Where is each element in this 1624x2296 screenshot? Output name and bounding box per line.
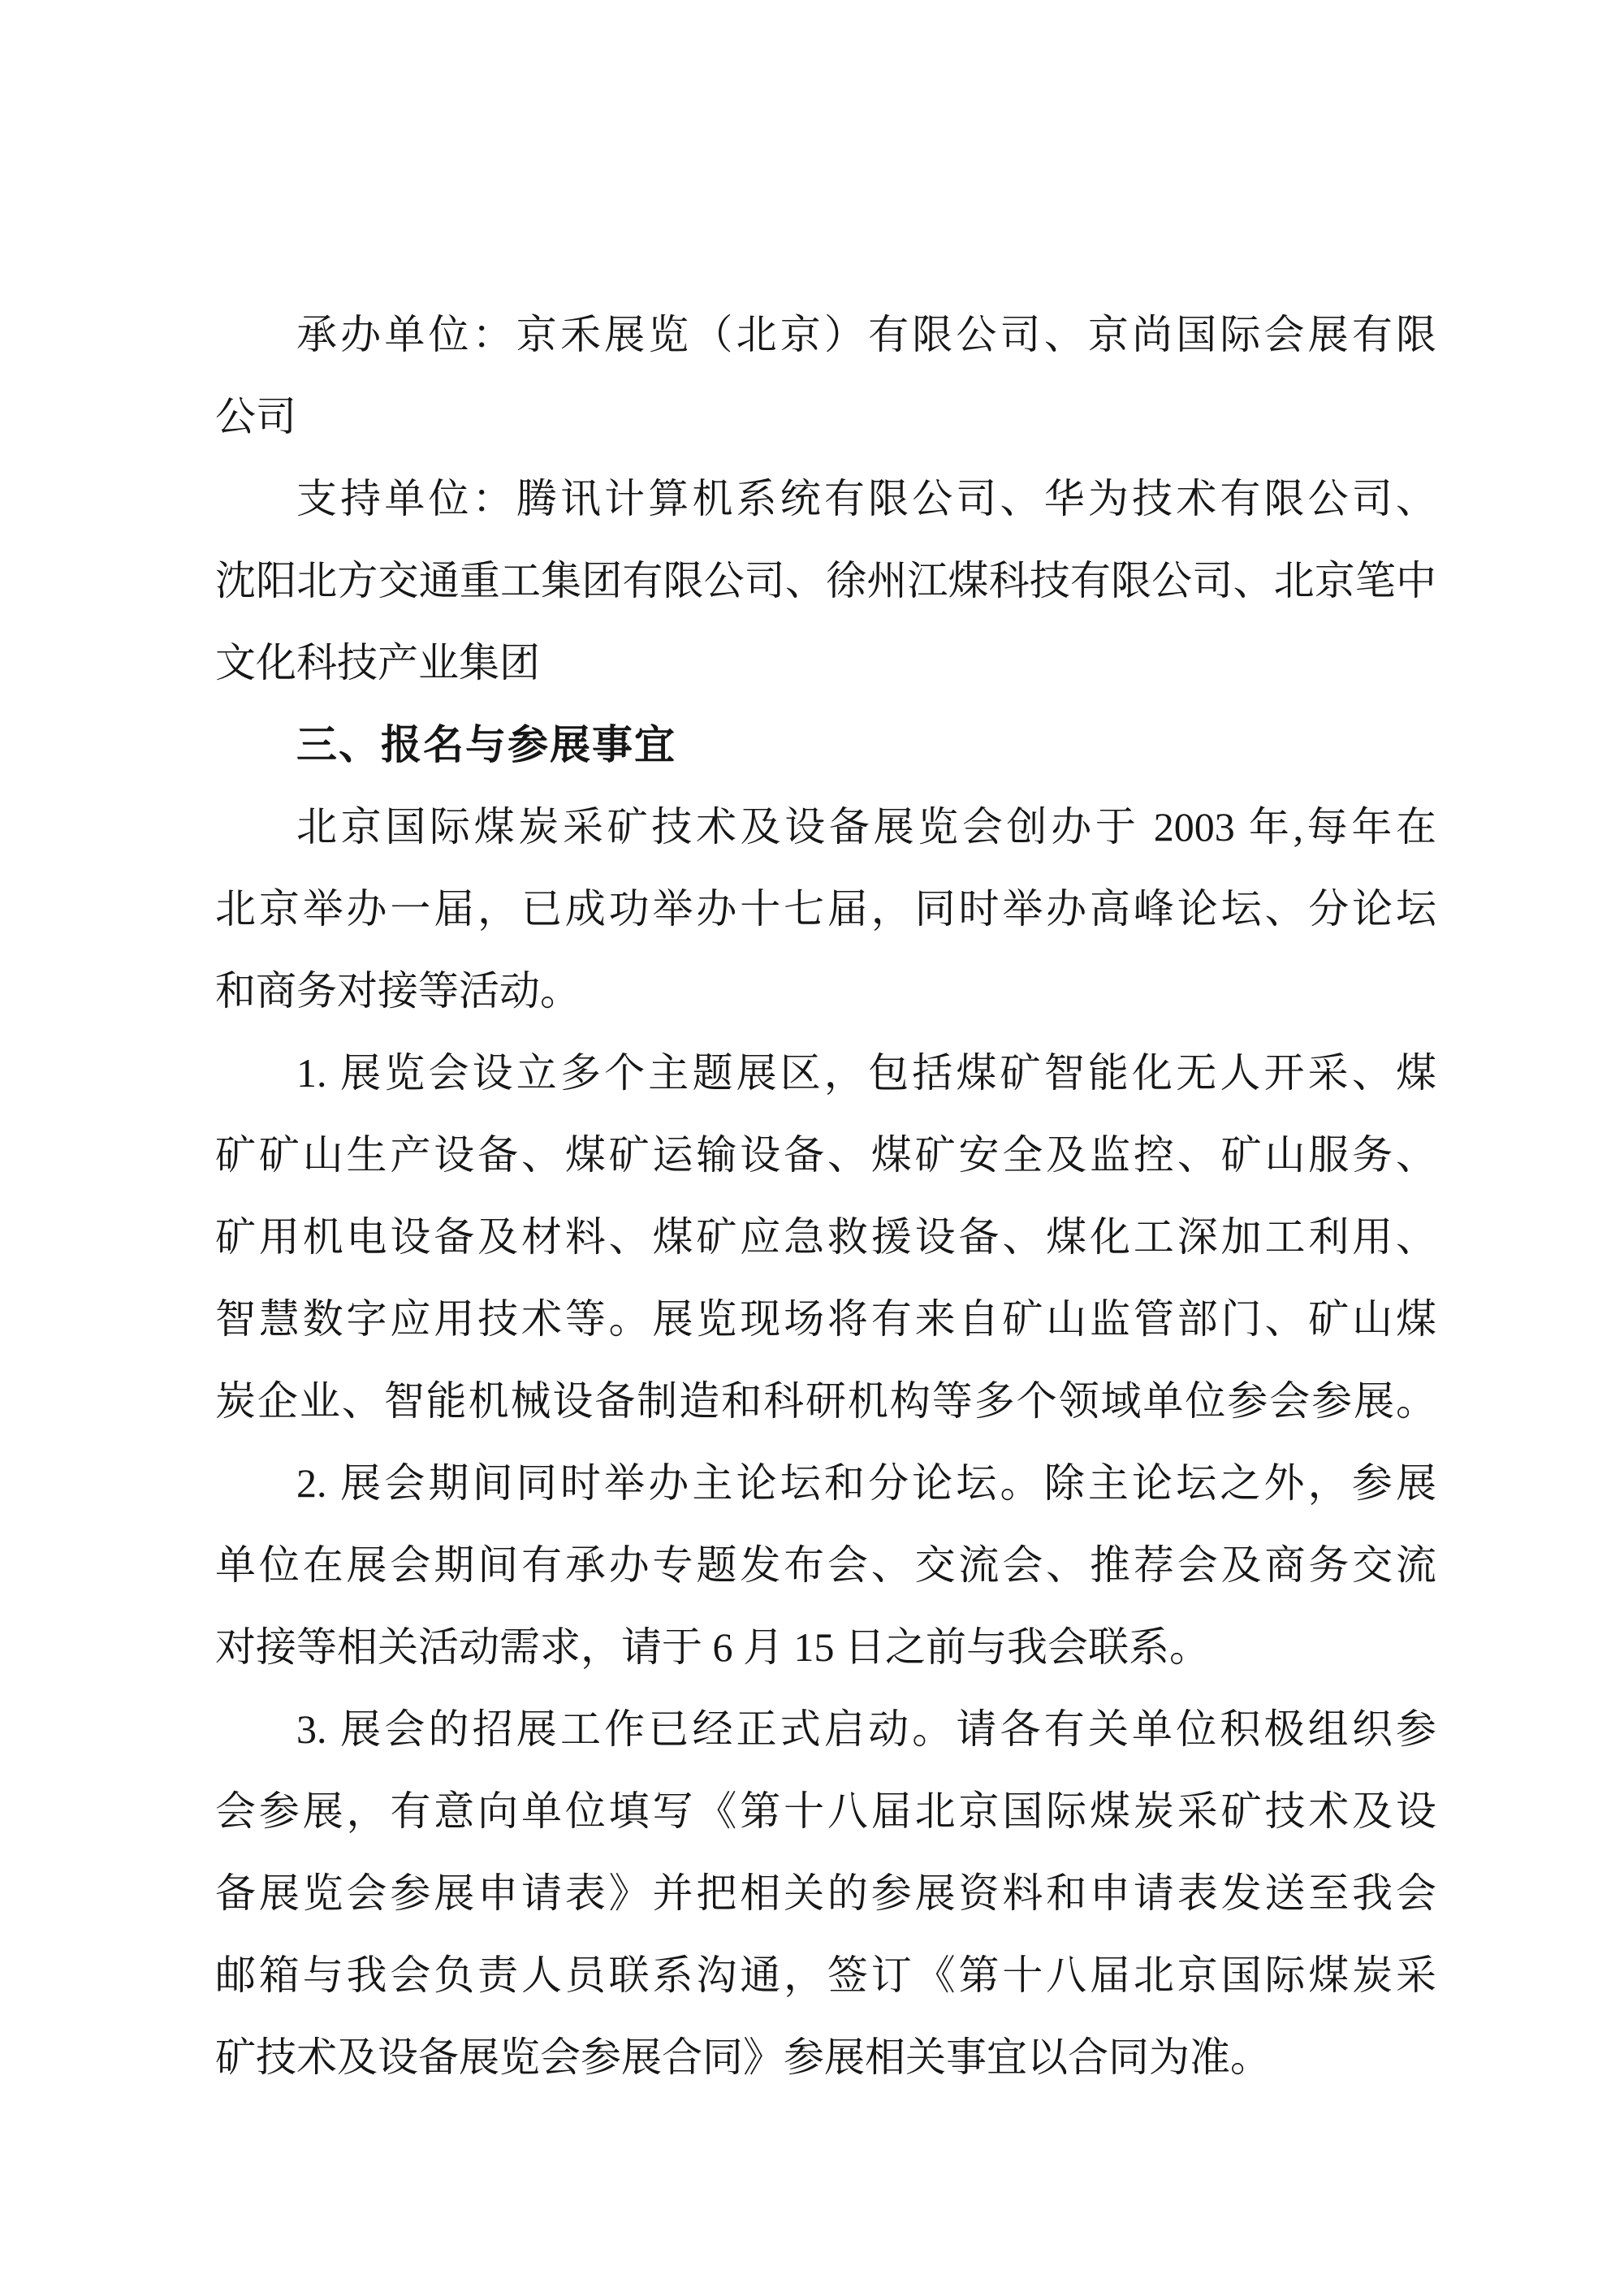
text-line: 智慧数字应用技术等。展览现场将有来自矿山监管部门、矿山煤 xyxy=(215,1296,1436,1342)
text-line: 会参展，有意向单位填写《第十八届北京国际煤炭采矿技术及设 xyxy=(215,1788,1436,1834)
text-line: 矿用机电设备及材料、煤矿应急救援设备、煤化工深加工利用、 xyxy=(215,1214,1436,1260)
text-line: 北京国际煤炭采矿技术及设备展览会创办于 2003 年,每年在 xyxy=(296,804,1436,850)
text-line: 和商务对接等活动。 xyxy=(215,968,581,1014)
text-line: 单位在展会期间有承办专题发布会、交流会、推荐会及商务交流 xyxy=(215,1542,1436,1588)
text-line: 沈阳北方交通重工集团有限公司、徐州江煤科技有限公司、北京笔中 xyxy=(215,558,1436,603)
text-line: 备展览会参展申请表》并把相关的参展资料和申请表发送至我会 xyxy=(215,1870,1436,1916)
text-line: 文化科技产业集团 xyxy=(215,640,540,685)
section-heading: 三、报名与参展事宜 xyxy=(296,722,676,767)
document-text-body xyxy=(215,294,1436,2099)
text-line: 邮箱与我会负责人员联系沟通，签订《第十八届北京国际煤炭采 xyxy=(215,1952,1436,1998)
text-line: 公司 xyxy=(215,394,296,439)
text-line: 北京举办一届，已成功举办十七届，同时举办高峰论坛、分论坛 xyxy=(215,886,1436,932)
text-line: 炭企业、智能机械设备制造和科研机构等多个领域单位参会参展。 xyxy=(215,1378,1436,1424)
text-line: 3. 展会的招展工作已经正式启动。请各有关单位积极组织参 xyxy=(296,1706,1436,1752)
text-line: 矿矿山生产设备、煤矿运输设备、煤矿安全及监控、矿山服务、 xyxy=(215,1132,1436,1178)
text-line: 2. 展会期间同时举办主论坛和分论坛。除主论坛之外，参展 xyxy=(296,1460,1436,1506)
text-line: 对接等相关活动需求，请于 6 月 15 日之前与我会联系。 xyxy=(215,1624,1210,1670)
text-line: 支持单位：腾讯计算机系统有限公司、华为技术有限公司、 xyxy=(296,476,1436,521)
text-line: 1. 展览会设立多个主题展区，包括煤矿智能化无人开采、煤 xyxy=(296,1050,1436,1096)
text-line: 承办单位：京禾展览（北京）有限公司、京尚国际会展有限 xyxy=(296,312,1436,357)
text-line: 矿技术及设备展览会参展合同》参展相关事宜以合同为准。 xyxy=(215,2034,1271,2080)
